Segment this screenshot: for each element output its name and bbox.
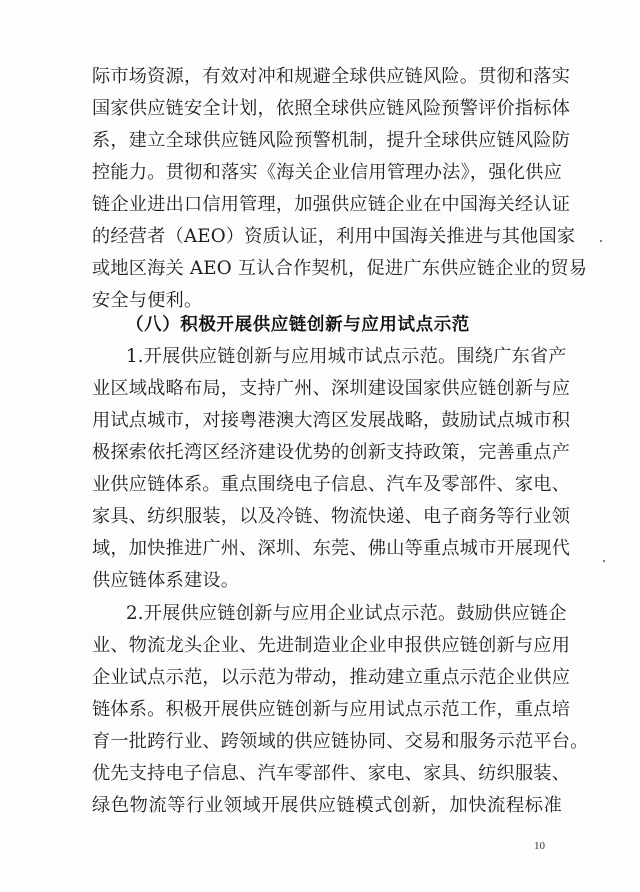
text-line: 2.开展供应链创新与应用企业试点示范。鼓励供应链企 [126, 603, 567, 624]
text-line: 1.开展供应链创新与应用城市试点示范。围绕广东省产 [126, 346, 567, 367]
text-line: 供应链体系建设。 [92, 570, 240, 591]
text-line: 的经营者（AEO）资质认证，利用中国海关推进与其他国家 [92, 226, 576, 247]
text-line: 际市场资源，有效对冲和规避全球供应链风险。贯彻和落实 [92, 66, 571, 87]
text-line: 安全与便利。 [92, 290, 203, 311]
text-line: 优先支持电子信息、汽车零部件、家电、家具、纺织服装、 [92, 763, 571, 784]
text-line: 用试点城市，对接粤港澳大湾区发展战略，鼓励试点城市积 [92, 410, 571, 431]
scan-speck [603, 560, 605, 562]
page-number: 10 [534, 840, 545, 852]
text-line: 链企业进出口信用管理，加强供应链企业在中国海关经认证 [92, 194, 571, 215]
scan-speck [600, 240, 602, 242]
text-line: 企业试点示范，以示范为带动，推动建立重点示范企业供应 [92, 667, 571, 688]
text-line: 或地区海关 AEO 互认合作契机，促进广东供应链企业的贸易 [92, 258, 588, 279]
text-line: 系，建立全球供应链风险预警机制，提升全球供应链风险防 [92, 130, 571, 151]
text-line: 业、物流龙头企业、先进制造业企业申报供应链创新与应用 [92, 635, 571, 656]
text-line: 链体系。积极开展供应链创新与应用试点示范工作，重点培 [92, 699, 571, 720]
text-line: 业区域战略布局，支持广州、深圳建设国家供应链创新与应 [92, 378, 571, 399]
text-line: 育一批跨行业、跨领域的供应链协同、交易和服务示范平台。 [92, 731, 589, 752]
text-line: 绿色物流等行业领域开展供应链模式创新，加快流程标准 [92, 795, 562, 816]
text-line: 域，加快推进广州、深圳、东莞、佛山等重点城市开展现代 [92, 538, 571, 559]
section-heading: （八）积极开展供应链创新与应用试点示范 [126, 315, 470, 335]
text-line: 控能力。贯彻和落实《海关企业信用管理办法》，强化供应 [92, 162, 562, 183]
text-line: 国家供应链安全计划，依照全球供应链风险预警评价指标体 [92, 98, 571, 119]
text-line: 极探索依托湾区经济建设优势的创新支持政策，完善重点产 [92, 442, 571, 463]
text-line: 家具、纺织服装，以及冷链、物流快递、电子商务等行业领 [92, 506, 571, 527]
text-line: 业供应链体系。重点围绕电子信息、汽车及零部件、家电、 [92, 474, 571, 495]
